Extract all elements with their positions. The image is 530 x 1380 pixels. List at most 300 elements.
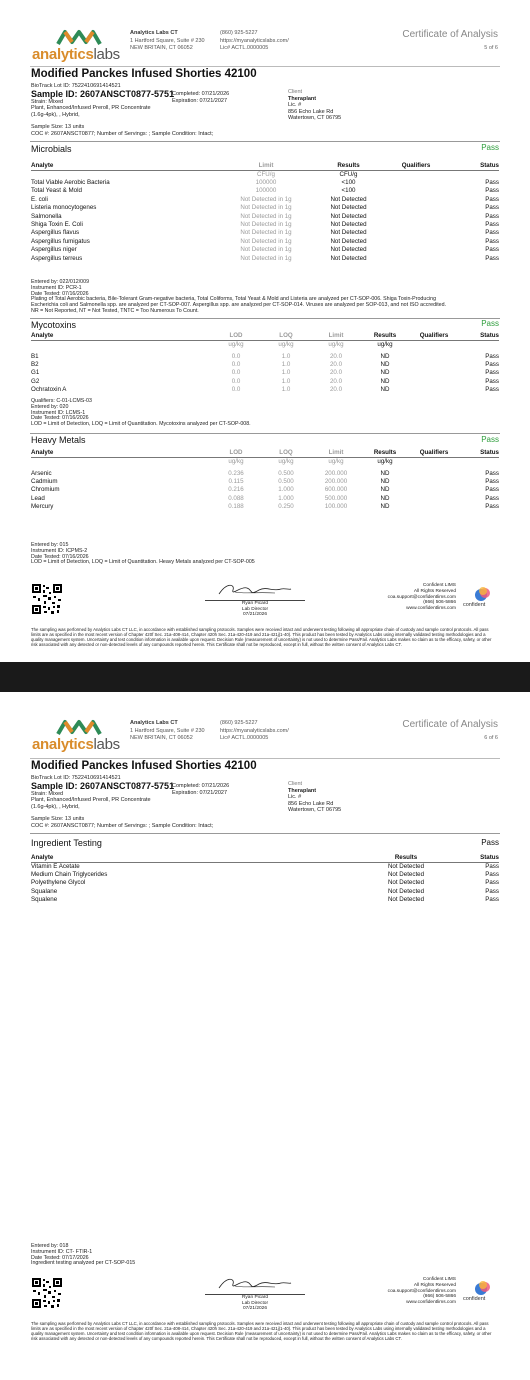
- table-cell: 20.0: [329, 360, 343, 368]
- units-row: [31, 457, 499, 466]
- table-cell: Pass: [485, 862, 499, 870]
- lab-phone: (860) 925-5227: [220, 30, 258, 36]
- table-row: [31, 255, 499, 263]
- table-cell: [386, 187, 446, 195]
- table-cell: Aspergillus fumigatus: [31, 237, 90, 245]
- confident-phone: (866) 506-5866: [423, 600, 456, 606]
- header-divider: [30, 66, 500, 67]
- table-cell: Aspergillus flavus: [31, 229, 80, 237]
- table-cell: 1.0: [281, 386, 291, 394]
- table-cell: Pass: [485, 237, 499, 245]
- note-line: Date Tested: 07/16/2026: [31, 553, 89, 560]
- table-cell: Not Detected: [330, 212, 367, 220]
- col-qualifiers: Qualifiers: [386, 162, 446, 170]
- matrix-line2: (1.6g-4pk), , Hybrid,: [31, 111, 80, 118]
- logo-mark-icon: [56, 28, 102, 46]
- coc-line: COC #: 2607ANSCT0877; Number of Servings: ; Sample Condition: Intact;: [31, 130, 214, 137]
- confident-website[interactable]: www.confidentlims.com: [406, 606, 456, 612]
- lab-license: Lic# ACTL.0000005: [220, 735, 269, 741]
- doc-title: Certificate of Analysis: [402, 719, 498, 730]
- table-cell: Pass: [485, 187, 499, 195]
- note-line: Entered by: 018: [31, 1243, 69, 1249]
- table-cell: Listeria monocytogenes: [31, 204, 97, 212]
- table-cell: ug/kg: [328, 457, 344, 465]
- table-cell: 0.500: [278, 469, 294, 477]
- table-cell: Not Detected: [330, 254, 367, 262]
- table-cell: Salmonella: [31, 212, 62, 220]
- confident-name: Confident LIMS: [422, 583, 456, 588]
- table-row: [31, 486, 499, 494]
- signature-image: [215, 580, 293, 600]
- microbials-status: Pass: [481, 143, 499, 152]
- heavy-metals-status: Pass: [481, 435, 499, 444]
- ingredient-table: [31, 854, 499, 905]
- table-cell: G2: [31, 377, 40, 385]
- table-cell: 1.0: [281, 377, 291, 385]
- table-cell: Aspergillus niger: [31, 246, 77, 254]
- note-line: Entered by: 020: [31, 403, 69, 410]
- coa-page-6: [0, 692, 530, 1380]
- confident-rights: All Rights Reserved: [413, 588, 456, 594]
- confident-logo: [463, 1280, 503, 1306]
- table-cell: Pass: [485, 896, 499, 904]
- table-cell: [386, 246, 446, 254]
- table-cell: 0.088: [228, 494, 244, 502]
- table-row: [31, 862, 499, 871]
- client-city: Watertown, CT 06795: [288, 807, 342, 813]
- unit-results: CFU/g: [339, 170, 358, 178]
- table-row: [31, 246, 499, 254]
- table-cell: Not Detected: [330, 195, 367, 203]
- table-row: [31, 221, 499, 229]
- col-lod: LOD: [211, 332, 261, 340]
- table-cell: ug/kg: [228, 340, 244, 348]
- microbials-title: Microbials: [31, 144, 72, 154]
- table-cell: Pass: [485, 887, 499, 895]
- table-cell: B2: [31, 360, 39, 368]
- table-row: [31, 378, 499, 386]
- heavy-metals-table: [31, 449, 499, 512]
- table-row: [31, 871, 499, 879]
- sample-size: Sample Size: 13 units: [31, 124, 85, 130]
- mycotoxins-title: Mycotoxins: [31, 320, 77, 330]
- col-lod: LOD: [211, 449, 261, 457]
- col-status: Status: [459, 332, 499, 340]
- table-cell: Pass: [485, 212, 499, 220]
- table-cell: Not Detected: [330, 237, 367, 245]
- table-cell: 0.188: [228, 503, 244, 511]
- table-row: [31, 879, 499, 887]
- page-number: 5 of 6: [484, 45, 498, 51]
- table-cell: [386, 221, 446, 229]
- signatory-name: Ryan Picard: [241, 1295, 269, 1300]
- product-title: Modified Panckes Infused Shorties 42100: [31, 68, 257, 80]
- table-cell: 100000: [255, 178, 277, 186]
- doc-title: Certificate of Analysis: [402, 29, 498, 40]
- lab-website[interactable]: https://myanalyticslabs.com/: [220, 727, 289, 734]
- table-row: [31, 361, 499, 369]
- col-limit: Limit: [311, 332, 361, 340]
- confident-logo-icon: [473, 1280, 493, 1296]
- table-cell: Not Detected in 1g: [240, 246, 292, 254]
- table-cell: Not Detected: [387, 862, 425, 870]
- client-street: 856 Echo Lake Rd: [288, 108, 334, 115]
- client-city: Watertown, CT 06795: [288, 115, 342, 121]
- table-cell: Not Detected in 1g: [240, 220, 292, 228]
- table-cell: Total Yeast & Mold: [31, 187, 82, 195]
- table-cell: 100.000: [324, 503, 348, 511]
- logo-text-labs: labs: [93, 46, 120, 63]
- table-row: [31, 495, 499, 503]
- table-cell: 0.0: [231, 377, 241, 385]
- table-cell: 0.216: [228, 486, 244, 494]
- client-label: Client: [288, 781, 303, 787]
- note-line: Date Tested: 07/16/2026: [31, 290, 89, 297]
- table-cell: [386, 255, 446, 263]
- table-row: [31, 213, 499, 221]
- signatory-title: Lab Director: [241, 1300, 269, 1306]
- mycotoxins-table: [31, 332, 499, 395]
- logo-mark-icon: [56, 718, 102, 736]
- note-line: Instrument ID: LCMS-1: [31, 409, 86, 416]
- table-cell: [386, 179, 446, 187]
- table-cell: Not Detected in 1g: [240, 204, 292, 212]
- client-license: Lic. #: [288, 794, 302, 800]
- table-cell: Not Detected: [387, 879, 425, 887]
- lab-address-line1: 1 Hartford Square, Suite # 230: [130, 37, 205, 44]
- page-header: [0, 20, 530, 64]
- client-street: 856 Echo Lake Rd: [288, 800, 334, 807]
- table-row: [31, 204, 499, 212]
- sample-info: [31, 775, 174, 810]
- lab-license: Lic# ACTL.0000005: [220, 45, 269, 51]
- col-analyte: Analyte: [31, 449, 211, 457]
- client-info: [288, 89, 341, 122]
- table-row: [31, 478, 499, 486]
- microbials-notes: [31, 280, 501, 315]
- col-results: Results: [361, 854, 451, 862]
- note-line: Date Tested: 07/16/2026: [31, 415, 89, 422]
- note-line: Plating of Total Aerobic bacteria, Bile-Tolerant Gram-negative bacteria, Total Coliforms, Total Yeast & Mold and Listeria are analyzed per CT-SOP-006. Shiga Toxin-Producing: [31, 296, 437, 303]
- note-line: Instrument ID: CT- FTIR-1: [31, 1248, 93, 1255]
- col-status: Status: [451, 854, 499, 862]
- table-cell: Not Detected: [330, 229, 367, 237]
- signatory: [205, 601, 305, 618]
- table-cell: 1.000: [278, 486, 294, 494]
- qr-code-icon[interactable]: [31, 583, 63, 615]
- table-cell: Lead: [31, 494, 45, 502]
- table-cell: 0.500: [278, 477, 294, 485]
- table-cell: Pass: [485, 386, 499, 394]
- table-cell: B1: [31, 352, 39, 360]
- matrix-line1: Plant, Enhanced/Infused Preroll, PR Concentrate: [31, 797, 151, 803]
- table-cell: 500.000: [324, 494, 348, 502]
- table-cell: Aspergillus terreus: [31, 254, 83, 262]
- table-cell: 0.0: [231, 369, 241, 377]
- table-cell: ND: [380, 469, 390, 477]
- unit-limit: CFU/g: [257, 170, 275, 178]
- col-qualifiers: Qualifiers: [409, 449, 459, 457]
- table-cell: 200.000: [324, 477, 348, 485]
- table-row: [31, 196, 499, 204]
- strain: Strain: Mixed: [31, 98, 64, 105]
- lab-address-line1: 1 Hartford Square, Suite # 230: [130, 727, 205, 734]
- strain: Strain: Mixed: [31, 790, 64, 797]
- table-cell: ND: [380, 486, 390, 494]
- page-number: 6 of 6: [484, 735, 498, 741]
- sample-size: Sample Size: 13 units: [31, 816, 85, 822]
- microbials-rows: [31, 170, 499, 263]
- table-cell: Not Detected: [387, 887, 425, 895]
- table-cell: E. coli: [31, 195, 48, 203]
- table-cell: Mercury: [31, 503, 54, 511]
- col-analyte: Analyte: [31, 332, 211, 340]
- lab-address: [130, 720, 205, 743]
- table-cell: Pass: [485, 195, 499, 203]
- lab-contact: [220, 720, 289, 743]
- biotrack-id: BioTrack Lot ID: 7522410691414521: [31, 83, 121, 89]
- analytics-labs-logo: [32, 28, 128, 64]
- table-cell: Not Detected in 1g: [240, 237, 292, 245]
- table-row: [31, 896, 499, 904]
- table-cell: Total Viable Aerobic Bacteria: [31, 178, 110, 186]
- matrix-line1: Plant, Enhanced/Infused Preroll, PR Concentrate: [31, 105, 151, 111]
- note-line: Qualifiers: C-01-LCMS-03: [31, 398, 92, 404]
- lab-address: [130, 30, 205, 53]
- expiration-date: Expiration: 07/21/2027: [172, 789, 228, 796]
- expiration-date: Expiration: 07/21/2027: [172, 97, 228, 104]
- table-cell: ND: [380, 369, 390, 377]
- table-cell: Not Detected in 1g: [240, 212, 292, 220]
- confident-phone: (866) 506-5866: [423, 1294, 456, 1300]
- confident-email[interactable]: coa.support@confidentlims.com: [387, 594, 456, 600]
- table-row: [31, 888, 499, 896]
- table-cell: Pass: [485, 178, 499, 186]
- client-license: Lic. #: [288, 102, 302, 108]
- signature-date: 07/21/2026: [242, 1306, 267, 1312]
- table-cell: Not Detected: [387, 870, 425, 878]
- table-cell: Pass: [485, 204, 499, 212]
- col-analyte: Analyte: [31, 162, 221, 170]
- table-cell: Pass: [485, 477, 499, 485]
- heavy-metals-notes: [31, 543, 501, 566]
- table-cell: Pass: [485, 229, 499, 237]
- table-cell: 1.0: [281, 352, 291, 360]
- page-header: [0, 710, 530, 754]
- table-cell: Not Detected in 1g: [240, 254, 292, 262]
- confident-logo: [463, 586, 503, 612]
- table-cell: [386, 238, 446, 246]
- table-cell: Not Detected: [330, 204, 367, 212]
- logo-text-analytics: analytics: [32, 736, 94, 753]
- table-cell: [386, 213, 446, 221]
- dates: [172, 783, 229, 796]
- heavy-metals-title: Heavy Metals: [31, 435, 86, 445]
- table-cell: Squalane: [31, 887, 58, 895]
- ingredient-notes: [31, 1244, 501, 1267]
- note-line: NR = Not Reported, NT = Not Tested, TNTC = Too Numerous To Count.: [31, 307, 199, 314]
- lab-contact: [220, 30, 289, 53]
- table-cell: 20.0: [329, 386, 343, 394]
- table-cell: [386, 196, 446, 204]
- table-cell: ND: [380, 360, 390, 368]
- table-cell: Pass: [485, 879, 499, 887]
- table-cell: 1.0: [281, 360, 291, 368]
- table-cell: <100: [341, 178, 356, 186]
- table-cell: G1: [31, 369, 40, 377]
- confident-email[interactable]: coa.support@confidentlims.com: [387, 1288, 456, 1294]
- confident-brand: confident: [463, 1296, 486, 1302]
- analytics-labs-logo: [32, 718, 128, 754]
- col-status: Status: [459, 449, 499, 457]
- ingredient-divider: [30, 833, 500, 834]
- confident-lims-info: [370, 583, 456, 612]
- table-cell: ND: [380, 377, 390, 385]
- heavy-metals-divider: [30, 433, 500, 434]
- table-cell: 0.250: [278, 503, 294, 511]
- note-line: LOD = Limit of Detection, LOQ = Limit of Quantitation. Mycotoxins analyzed per CT-SOP-008.: [31, 421, 251, 428]
- client-name: Theraplant: [288, 787, 317, 794]
- heavy-metals-rows: [31, 457, 499, 512]
- table-cell: 0.115: [228, 477, 244, 485]
- signature-date: 07/21/2026: [242, 612, 267, 618]
- confident-name: Confident LIMS: [422, 1277, 456, 1282]
- table-row: [31, 386, 499, 394]
- table-cell: 100000: [255, 187, 277, 195]
- table-cell: 20.0: [329, 352, 343, 360]
- sample-id: Sample ID: 2607ANSCT0877-5751: [31, 88, 175, 99]
- col-status: Status: [446, 162, 499, 170]
- sample-meta: [31, 816, 213, 829]
- table-cell: 20.0: [329, 377, 343, 385]
- lab-website[interactable]: https://myanalyticslabs.com/: [220, 37, 289, 44]
- table-cell: ug/kg: [228, 457, 244, 465]
- table-cell: Pass: [485, 486, 499, 494]
- note-line: Entered by: 015: [31, 542, 69, 548]
- table-row: [31, 238, 499, 246]
- lab-address-line2: NEW BRITAIN, CT 06052: [130, 45, 193, 51]
- sample-id: Sample ID: 2607ANSCT0877-5751: [31, 780, 175, 791]
- table-cell: Not Detected in 1g: [240, 229, 292, 237]
- table-row: [31, 229, 499, 237]
- col-limit: Limit: [311, 449, 361, 457]
- table-cell: Squalene: [31, 896, 58, 904]
- coc-line: COC #: 2607ANSCT0877; Number of Servings: ; Sample Condition: Intact;: [31, 822, 214, 829]
- col-qualifiers: Qualifiers: [409, 332, 459, 340]
- qr-code-icon[interactable]: [31, 1277, 63, 1309]
- table-cell: ND: [380, 503, 390, 511]
- table-cell: ND: [380, 352, 390, 360]
- client-label: Client: [288, 89, 303, 95]
- table-cell: <100: [341, 187, 356, 195]
- confident-website[interactable]: www.confidentlims.com: [406, 1300, 456, 1306]
- page-separator: [0, 662, 530, 692]
- table-row: [31, 466, 499, 478]
- table-cell: Not Detected: [330, 220, 367, 228]
- logo-text-analytics: analytics: [32, 46, 94, 63]
- completed-date: Completed: 07/21/2026: [172, 783, 230, 789]
- table-cell: Pass: [485, 220, 499, 228]
- units-row: [31, 340, 499, 349]
- table-cell: Pass: [485, 469, 499, 477]
- table-row: [31, 187, 499, 195]
- sample-info: [31, 83, 174, 118]
- note-line: Escherichia coli and Salmonella spp. are analyzed per CT-SOP-007. Aspergillus spp. are analyzed per CT-SOP-014. Viruses are analyzed per SOP-013, and not ISO accredited.: [31, 302, 447, 309]
- table-cell: Cadmium: [31, 477, 58, 485]
- note-line: Ingredient testing analyzed per CT-SOP-015: [31, 1260, 136, 1267]
- table-cell: Pass: [485, 494, 499, 502]
- mycotoxins-status: Pass: [481, 319, 499, 328]
- table-cell: Ochratoxin A: [31, 386, 67, 394]
- confident-rights: All Rights Reserved: [413, 1282, 456, 1288]
- table-row: [31, 503, 499, 511]
- signatory-title: Lab Director: [241, 606, 269, 612]
- confident-lims-info: [370, 1277, 456, 1306]
- table-cell: Pass: [485, 377, 499, 385]
- table-cell: 0.0: [231, 352, 241, 360]
- table-cell: Pass: [485, 870, 499, 878]
- completed-date: Completed: 07/21/2026: [172, 91, 230, 97]
- table-cell: 1.0: [281, 369, 291, 377]
- lab-address-line2: NEW BRITAIN, CT 06052: [130, 735, 193, 741]
- table-cell: Not Detected: [330, 246, 367, 254]
- client-info: [288, 781, 341, 814]
- table-cell: Pass: [485, 360, 499, 368]
- table-cell: Pass: [485, 254, 499, 262]
- table-cell: Medium Chain Triglycerides: [31, 870, 108, 878]
- signature-image: [215, 1274, 293, 1294]
- table-cell: Pass: [485, 246, 499, 254]
- note-line: Date Tested: 07/17/2026: [31, 1254, 89, 1261]
- microbials-divider: [30, 141, 500, 142]
- header-divider: [30, 758, 500, 759]
- sample-meta: [31, 124, 213, 137]
- note-line: Instrument ID: ICPMS-2: [31, 547, 88, 554]
- table-row: [31, 179, 499, 187]
- table-row: [31, 349, 499, 361]
- table-cell: ug/kg: [377, 340, 393, 348]
- logo-text-labs: labs: [93, 736, 120, 753]
- table-cell: 1.000: [278, 494, 294, 502]
- mycotoxins-divider: [30, 318, 500, 319]
- client-name: Theraplant: [288, 95, 317, 102]
- product-title: Modified Panckes Infused Shorties 42100: [31, 760, 257, 772]
- table-cell: 20.0: [329, 369, 343, 377]
- table-cell: 200.000: [324, 469, 348, 477]
- mycotoxins-notes: [31, 399, 501, 428]
- biotrack-id: BioTrack Lot ID: 7522410691414521: [31, 775, 121, 781]
- table-cell: ND: [380, 494, 390, 502]
- lab-company: Analytics Labs CT: [130, 30, 178, 36]
- note-line: Instrument ID: PCR-1: [31, 284, 82, 291]
- table-cell: Arsenic: [31, 469, 52, 477]
- table-cell: 0.0: [231, 386, 241, 394]
- table-cell: ND: [380, 477, 390, 485]
- col-results: Results: [361, 332, 409, 340]
- table-cell: Pass: [485, 503, 499, 511]
- col-results: Results: [311, 162, 386, 170]
- table-cell: Not Detected in 1g: [240, 195, 292, 203]
- units-row: [31, 170, 499, 179]
- note-line: LOD = Limit of Detection, LOQ = Limit of Quantitation. Heavy Metals analyzed per CT-SOP-005: [31, 559, 255, 566]
- table-cell: 0.0: [231, 360, 241, 368]
- coa-page-5: [0, 0, 530, 662]
- mycotoxins-rows: [31, 340, 499, 395]
- ingredient-title: Ingredient Testing: [31, 838, 102, 848]
- table-cell: ug/kg: [278, 340, 294, 348]
- note-line: Entered by: 022/012/009: [31, 279, 90, 285]
- table-cell: ug/kg: [377, 457, 393, 465]
